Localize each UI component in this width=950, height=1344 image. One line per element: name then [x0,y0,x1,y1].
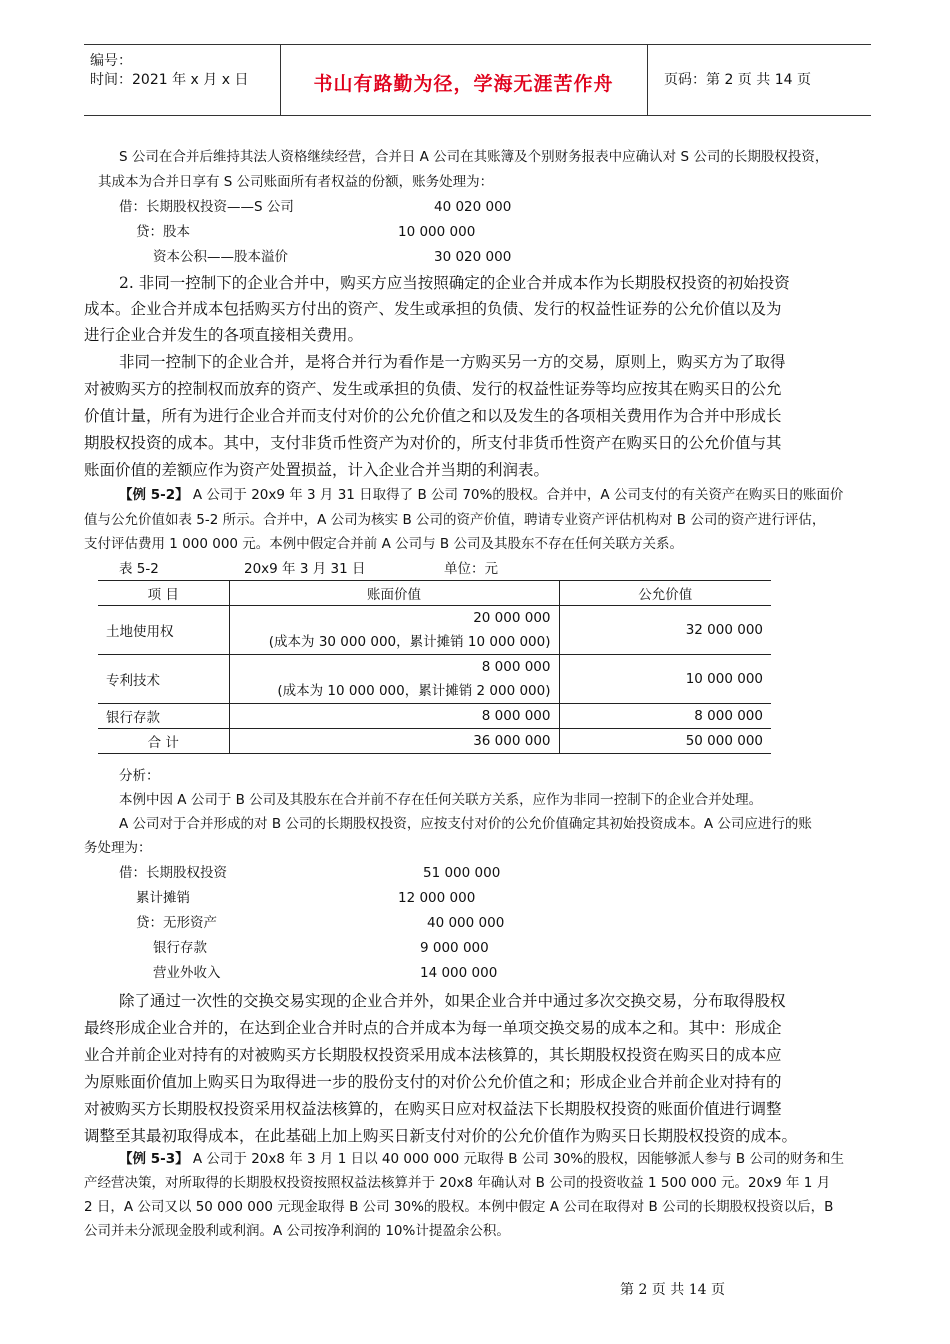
text-line: 对被购买方长期股权投资采用权益法核算的，在购买日应对权益法下长期股权投资的账面价值进行调整 [84,1100,782,1118]
example-line: 公司并未分派现金股利或利润。A 公司按净利润的 10%计提盈余公积。 [84,1223,510,1239]
table-caption-number: 表 5-2 [119,561,159,577]
table-cell-fair: 10 000 000 [559,655,771,704]
table-cell-fair: 8 000 000 [559,704,771,729]
header-page-info: 页码：第 2 页 共 14 页 [664,72,811,88]
text-line: 其成本为合并日享有 S 公司账面所有者权益的份额，账务处理为： [98,174,494,190]
entry-amount: 10 000 000 [398,224,476,240]
table-cell-book [229,655,559,704]
example-line: 产经营决策，对所取得的长期股权投资按照权益法核算并于 20x8 年确认对 B 公司的投资收益 1 500 000 元。20x9 年 1 月 [84,1175,831,1191]
entry-amount: 14 000 000 [420,965,498,981]
doc-time-label: 时间：2021 年 x 月 x 日 [90,72,249,88]
text-line: 调整至其最初取得成本，在此基础上加上购买日新支付对价的公允价值作为购买日长期股权投资的成本。 [84,1127,798,1145]
entry-account: 借：长期股权投资——S 公司 [119,199,294,215]
text-line: 除了通过一次性的交换交易实现的企业合并外，如果企业合并中通过多次交换交易，分布取得股权 [119,992,786,1010]
page-header [84,44,871,116]
analysis-line: A 公司对于合并形成的对 B 公司的长期股权投资，应按支付对价的公允价值确定其初始投资成本。A 公司应进行的账 [119,816,812,832]
header-motto: 书山有路勤为径，学海无涯苦作舟 [313,73,614,95]
table-header: 公允价值 [559,581,771,606]
text-line: 非同一控制下的企业合并，是将合并行为看作是一方购买另一方的交易，原则上，购买方为了取得 [119,353,786,371]
analysis-line: 本例中因 A 公司于 B 公司及其股东在合并前不存在任何关联方关系，应作为非同一控制下的企业合并处理。 [119,792,763,808]
example-tag: 【例 5-2】 [119,487,189,503]
entry-amount: 12 000 000 [398,890,476,906]
table-cell-book [229,606,559,655]
entry-account: 银行存款 [153,940,207,956]
book-note: (成本为 10 000 000，累计摊销 2 000 000) [277,683,551,699]
asset-value-table [98,580,771,754]
entry-account: 累计摊销 [136,890,190,906]
text-line: 2. 非同一控制下的企业合并中，购买方应当按照确定的企业合并成本作为长期股权投资的初始投资 [119,274,790,292]
table-cell-book: 8 000 000 [229,704,559,729]
example-line: A 公司于 20x9 年 3 月 31 日取得了 B 公司 70%的股权。合并中，A 公司支付的有关资产在购买日的账面价 [188,487,844,503]
entry-account: 营业外收入 [153,965,221,981]
table-cell-item: 专利技术 [98,655,229,704]
text-line: 业合并前企业对持有的对被购买方长期股权投资采用成本法核算的，其长期股权投资在购买日的成本应 [84,1046,782,1064]
table-row [98,606,771,655]
example-tag: 【例 5-3】 [119,1151,189,1167]
analysis-line: 务处理为： [84,840,152,856]
example-line: 2 日，A 公司又以 50 000 000 元现金取得 B 公司 30%的股权。本例中假定 A 公司在取得对 B 公司的长期股权投资以后，B [84,1199,834,1215]
entry-amount: 51 000 000 [423,865,501,881]
text-line: 价值计量，所有为进行企业合并而支付对价的公允价值之和以及发生的各项相关费用作为合并中形成长 [84,407,782,425]
table-cell-book: 36 000 000 [229,729,559,754]
doc-number-label: 编号： [90,53,132,69]
table-header: 账面价值 [229,581,559,606]
table-caption-unit: 单位：元 [444,561,498,577]
book-value: 20 000 000 [473,610,551,626]
table-cell-item: 银行存款 [98,704,229,729]
text-line: 期股权投资的成本。其中，支付非货币性资产为对价的，所支付非货币性资产在购买日的公允价值与其 [84,434,782,452]
text-line: 对被购买方的控制权而放弃的资产、发生或承担的负债、发行的权益性证券等均应按其在购买日的公允 [84,380,782,398]
table-cell-item: 合 计 [98,729,229,754]
analysis-label: 分析： [119,768,160,784]
entry-account: 资本公积——股本溢价 [153,249,288,265]
table-row [98,655,771,704]
header-divider [647,45,648,115]
text-line: 成本。企业合并成本包括购买方付出的资产、发生或承担的负债、发行的权益性证券的公允价值以及为 [84,300,782,318]
page-footer: 第 2 页 共 14 页 [620,1282,725,1298]
example-line: A 公司于 20x8 年 3 月 1 日以 40 000 000 元取得 B 公司 30%的股权，因能够派人参与 B 公司的财务和生 [188,1151,844,1167]
example-line: 值与公允价值如表 5-2 所示。合并中，A 公司为核实 B 公司的资产价值，聘请专业资产评估机构对 B 公司的资产进行评估， [84,512,826,528]
table-cell-item: 土地使用权 [98,606,229,655]
table-caption-date: 20x9 年 3 月 31 日 [244,561,366,577]
example-text [119,1150,844,1168]
book-note: (成本为 30 000 000，累计摊销 10 000 000) [268,634,551,650]
example-line: 支付评估费用 1 000 000 元。本例中假定合并前 A 公司与 B 公司及其股东不存在任何关联方关系。 [84,536,683,552]
text-line: 账面价值的差额应作为资产处置损益，计入企业合并当期的利润表。 [84,461,550,479]
text-line: 进行企业合并发生的各项直接相关费用。 [84,326,364,344]
table-header: 项 目 [98,581,229,606]
entry-account: 贷：股本 [136,224,190,240]
entry-account: 借：长期股权投资 [119,865,227,881]
book-value: 8 000 000 [481,659,551,675]
text-line: 最终形成企业合并的，在达到企业合并时点的合并成本为每一单项交换交易的成本之和。其中：形成企 [84,1019,782,1037]
table-row [98,704,771,729]
entry-amount: 40 000 000 [427,915,505,931]
table-cell-fair: 32 000 000 [559,606,771,655]
entry-amount: 9 000 000 [420,940,489,956]
text-line: S 公司在合并后维持其法人资格继续经营，合并日 A 公司在其账簿及个别财务报表中应确认对 S 公司的长期股权投资， [119,149,829,165]
example-text [119,486,843,504]
text-line: 为原账面价值加上购买日为取得进一步的股份支付的对价公允价值之和；形成企业合并前企业对持有的 [84,1073,782,1091]
table-row-total [98,729,771,754]
entry-amount: 30 020 000 [434,249,512,265]
entry-amount: 40 020 000 [434,199,512,215]
table-cell-fair: 50 000 000 [559,729,771,754]
entry-account: 贷：无形资产 [136,915,217,931]
